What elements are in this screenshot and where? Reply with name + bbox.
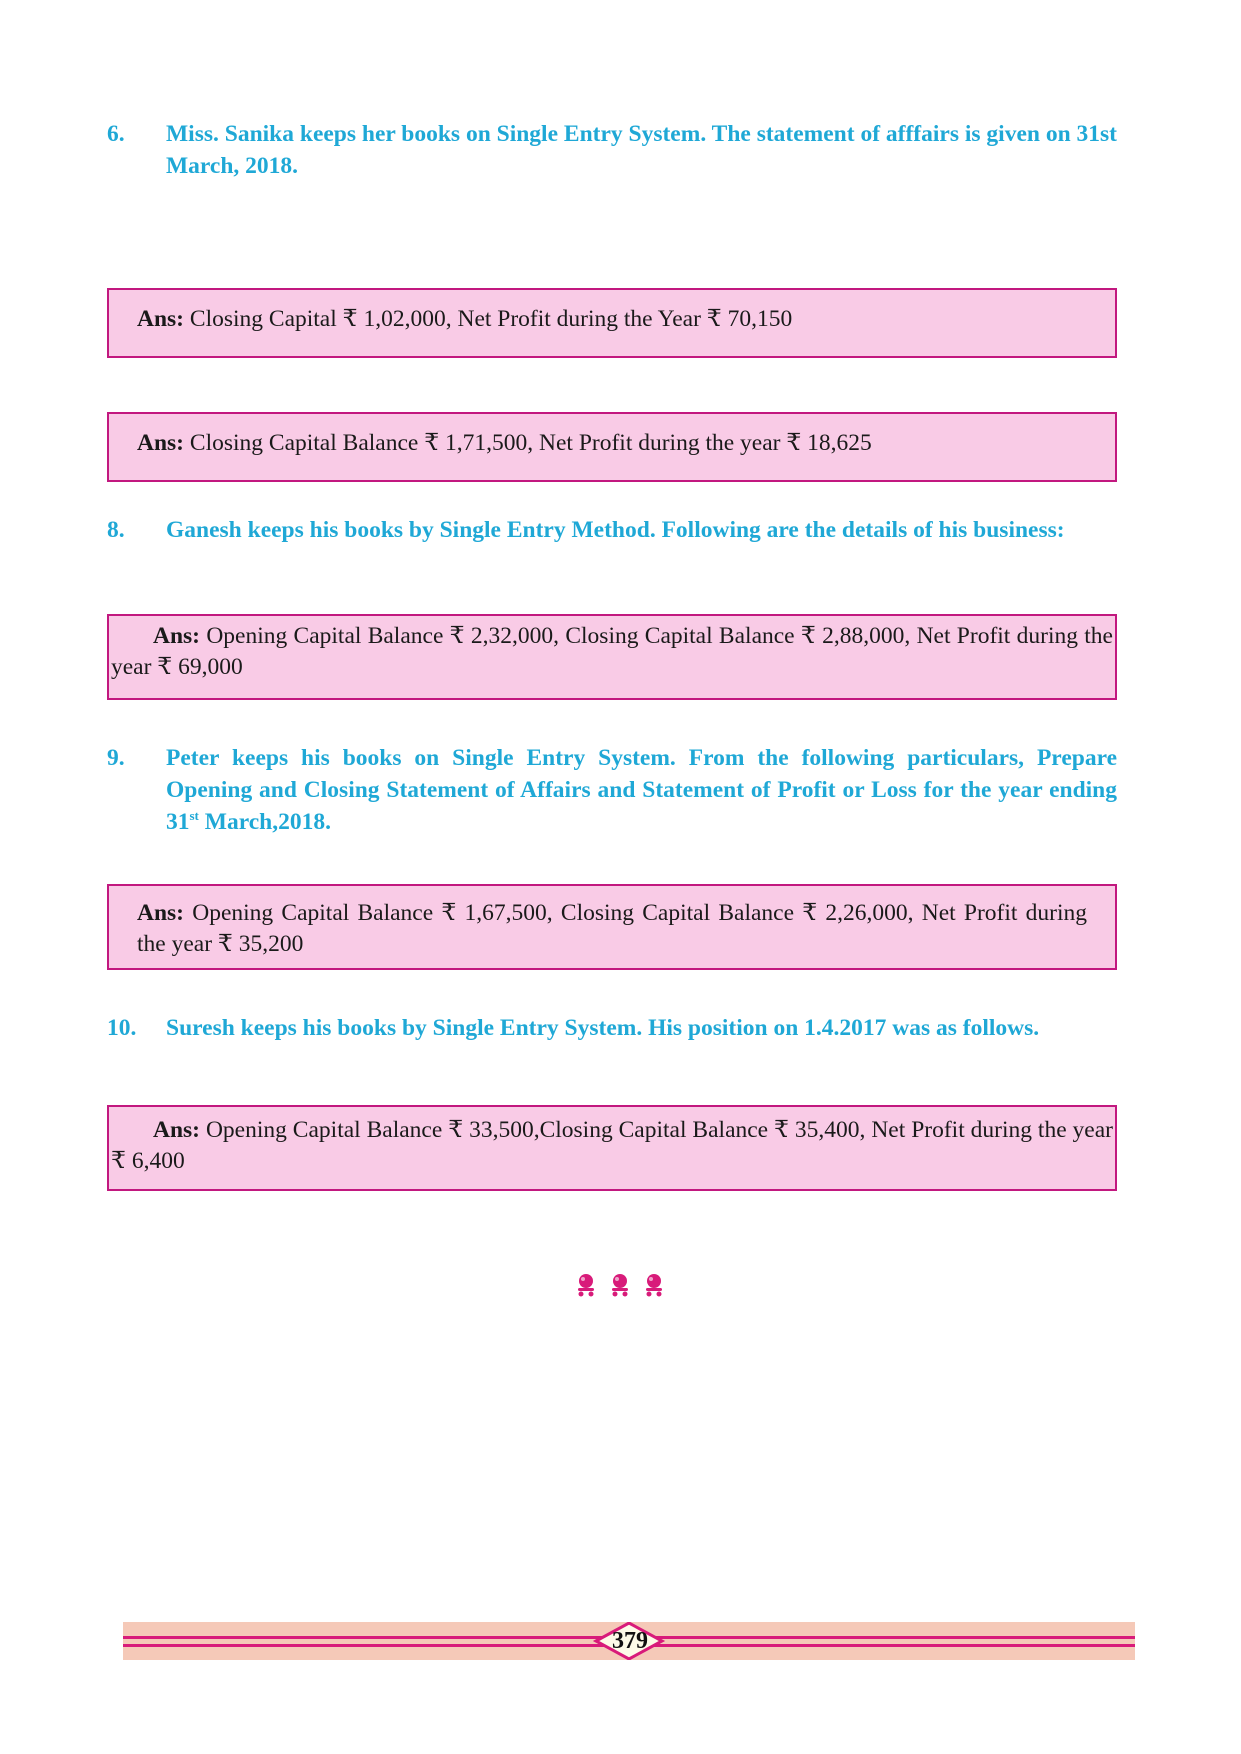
answer-box-7	[107, 412, 1117, 482]
answer-box-10	[107, 1105, 1117, 1191]
answer-label: Ans:	[153, 1117, 201, 1143]
question-6	[107, 118, 1117, 182]
question-number: 6.	[107, 121, 125, 147]
answer-text: Opening Capital Balance ₹ 33,500,Closing Capital Balance ₹ 35,400, Net Profit during the year ₹ 6,400	[111, 1117, 1113, 1174]
question-number: 9.	[107, 745, 125, 771]
question-text: Ganesh keeps his books by Single Entry Method. Following are the details of his business:	[166, 517, 1065, 543]
answer-box-6	[107, 288, 1117, 358]
question-number: 8.	[107, 517, 125, 543]
answer-text: Opening Capital Balance ₹ 2,32,000, Closing Capital Balance ₹ 2,88,000, Net Profit during the year ₹ 69,000	[111, 623, 1113, 680]
answer-text: Closing Capital ₹ 1,02,000, Net Profit during the Year ₹ 70,150	[189, 306, 793, 332]
question-text: Suresh keeps his books by Single Entry System. His position on 1.4.2017 was as follows.	[166, 1015, 1040, 1041]
question-9	[107, 742, 1117, 838]
answer-label: Ans:	[137, 430, 185, 456]
question-text: Miss. Sanika keeps her books on Single Entry System. The statement of afffairs is given on 31st March, 2018.	[166, 121, 1117, 179]
page-number: 379	[612, 1627, 648, 1654]
flower-ornament-icon	[570, 1270, 670, 1300]
answer-label: Ans:	[137, 306, 185, 332]
answer-label: Ans:	[137, 900, 185, 926]
answer-box-9	[107, 884, 1117, 970]
question-number: 10.	[107, 1015, 137, 1041]
ordinal-suffix: st	[189, 808, 199, 824]
question-10	[107, 1012, 1117, 1044]
question-text	[166, 742, 1117, 838]
question-text-part: Peter keeps his books on Single Entry System. From the following particulars, Prepare Opening and Closing Statement of Affairs and Statement of Profit or Loss for the year ending 31	[166, 745, 1117, 835]
question-8	[107, 514, 1117, 546]
answer-text: Opening Capital Balance ₹ 1,67,500, Closing Capital Balance ₹ 2,26,000, Net Profit during the year ₹ 35,200	[137, 900, 1088, 957]
question-text-part: March,2018.	[198, 809, 331, 835]
answer-label: Ans:	[153, 623, 201, 649]
answer-text: Closing Capital Balance ₹ 1,71,500, Net Profit during the year ₹ 18,625	[189, 430, 872, 456]
answer-box-8	[107, 614, 1117, 700]
